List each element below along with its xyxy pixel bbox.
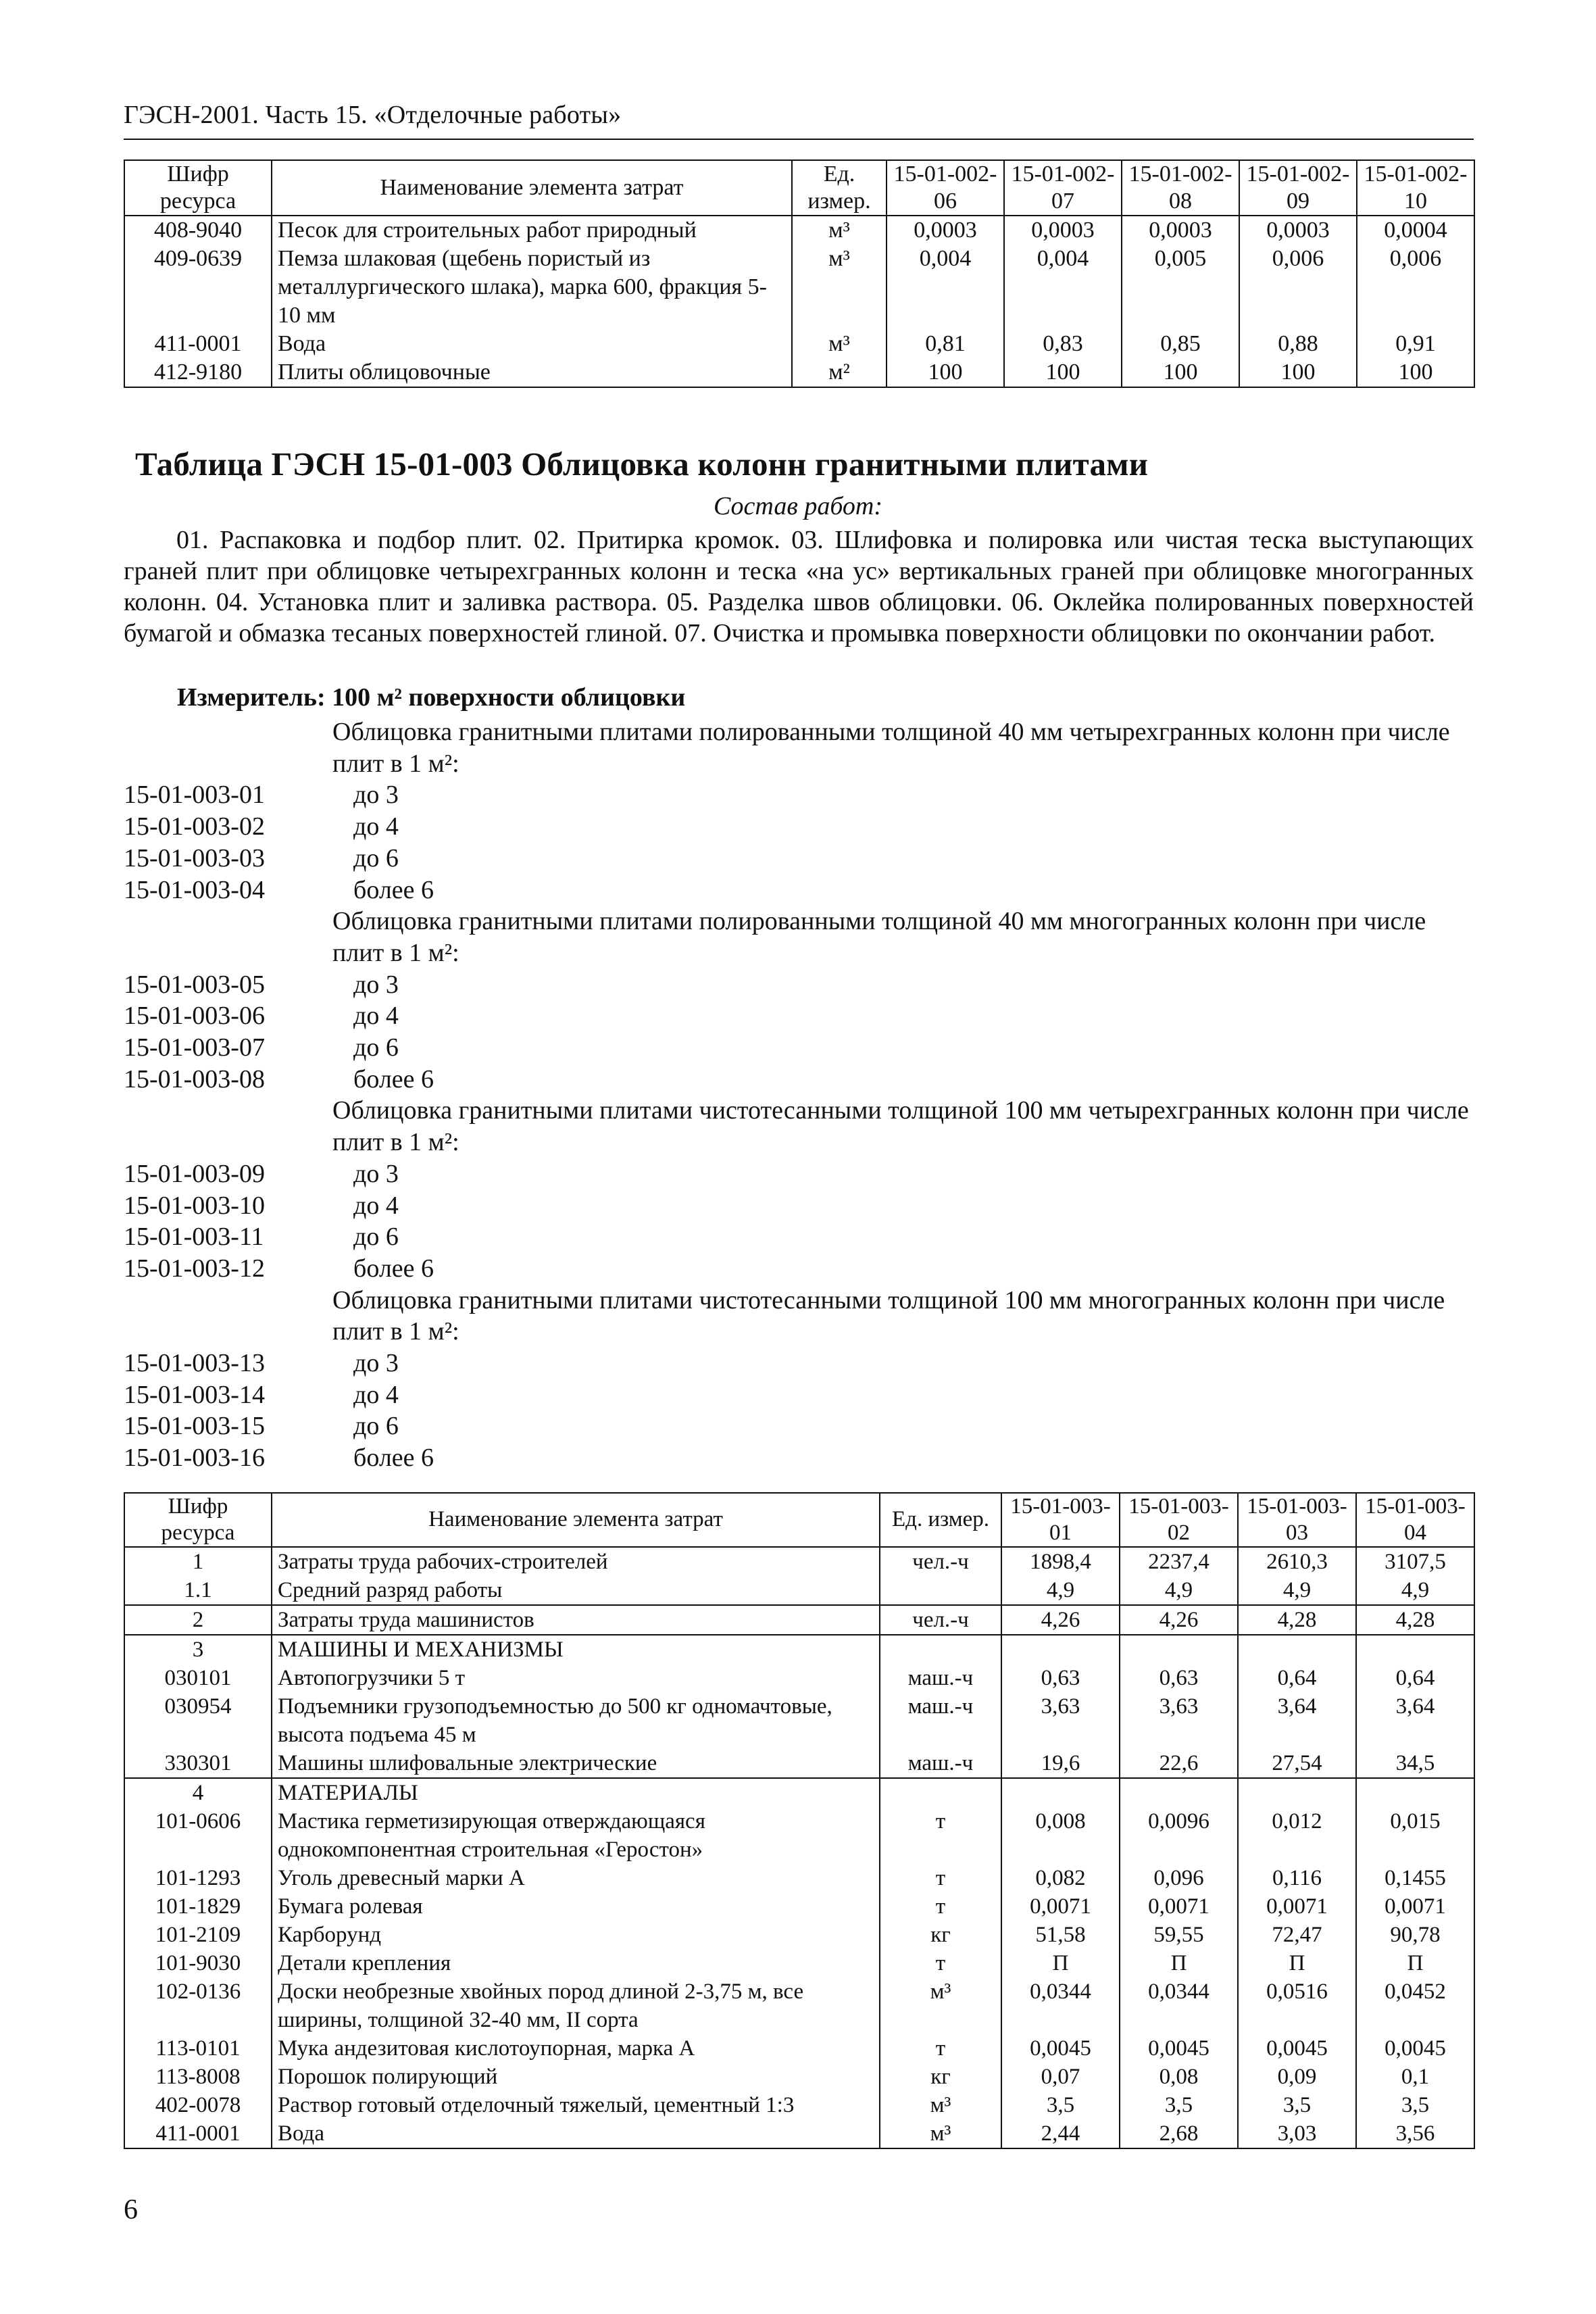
cell-name: Автопогрузчики 5 т <box>272 1664 880 1692</box>
cell-value: 0,0003 <box>887 216 1004 245</box>
cell-code: 113-0101 <box>124 2034 272 2063</box>
norm-value: до 3 <box>353 1349 399 1378</box>
cell-unit <box>880 1635 1001 1664</box>
header-code: Шифр ресурса <box>124 1493 272 1547</box>
cell-value: 3,5 <box>1238 2091 1356 2119</box>
cell-unit: т <box>880 1892 1001 1921</box>
table-header-row <box>124 1493 1474 1547</box>
table-row <box>124 1778 1474 1807</box>
header-rule <box>124 139 1474 140</box>
cell-value: П <box>1120 1949 1238 1977</box>
cell-code: 1.1 <box>124 1576 272 1605</box>
norm-row <box>124 1410 1474 1442</box>
cell-value: 0,008 <box>1001 1807 1120 1864</box>
cell-code: 102-0136 <box>124 1977 272 2034</box>
cell-value: 0,015 <box>1356 1807 1474 1864</box>
cell-name: Мастика герметизирующая отверждающаяся однокомпонентная строительная «Геростон» <box>272 1807 880 1864</box>
norm-code: 15-01-003-09 <box>124 1159 265 1188</box>
norm-groups <box>124 716 1474 1474</box>
cell-value: 3,64 <box>1356 1692 1474 1749</box>
cell-value: 27,54 <box>1238 1749 1356 1778</box>
norm-code: 15-01-003-16 <box>124 1444 265 1473</box>
cell-code: 1 <box>124 1547 272 1576</box>
cell-value: 0,004 <box>1004 245 1122 330</box>
cell-name: Раствор готовый отделочный тяжелый, цементный 1:3 <box>272 2091 880 2119</box>
cell-value: 0,1455 <box>1356 1864 1474 1892</box>
table-row <box>124 2063 1474 2091</box>
norm-code: 15-01-003-15 <box>124 1412 265 1441</box>
norm-value: до 3 <box>353 1159 399 1188</box>
norm-row <box>124 969 1474 1001</box>
cell-code: 101-9030 <box>124 1949 272 1977</box>
cell-value: 3107,5 <box>1356 1547 1474 1576</box>
cell-value: 51,58 <box>1001 1921 1120 1949</box>
cell-unit: маш.-ч <box>880 1692 1001 1749</box>
cell-value: 0,0045 <box>1001 2034 1120 2063</box>
cell-value: 72,47 <box>1238 1921 1356 1949</box>
cell-value: 0,64 <box>1238 1664 1356 1692</box>
cell-name: Порошок полирующий <box>272 2063 880 2091</box>
resource-table-15-01-002 <box>124 159 1475 388</box>
cell-value: 0,81 <box>887 330 1004 358</box>
norm-row <box>124 1064 1474 1096</box>
cell-name: Мука андезитовая кислотоупорная, марка А <box>272 2034 880 2063</box>
cell-unit: т <box>880 2034 1001 2063</box>
norm-value: до 3 <box>353 781 399 810</box>
cell-value: П <box>1356 1949 1474 1977</box>
cell-value <box>1001 1635 1120 1664</box>
norm-code: 15-01-003-07 <box>124 1033 265 1062</box>
cell-value: 2610,3 <box>1238 1547 1356 1576</box>
group-description: Облицовка гранитными плитами чистотесанными толщиной 100 мм четырехгранных колонн при числе плит в 1 м²: <box>332 1096 1469 1157</box>
norm-row <box>124 1253 1474 1285</box>
table-row <box>124 1892 1474 1921</box>
cell-value: 0,91 <box>1357 330 1474 358</box>
resource-table-15-01-003 <box>124 1492 1475 2149</box>
cell-value: 1898,4 <box>1001 1547 1120 1576</box>
group-description: Облицовка гранитными плитами чистотесанными толщиной 100 мм многогранных колонн при числе плит в 1 м²: <box>332 1285 1445 1346</box>
cell-code: 330301 <box>124 1749 272 1778</box>
cell-value: 2,44 <box>1001 2119 1120 2148</box>
cell-value: 4,9 <box>1356 1576 1474 1605</box>
norm-value: до 6 <box>353 1033 399 1062</box>
table-row <box>124 1749 1474 1778</box>
composition-label: Состав работ: <box>713 492 883 520</box>
norm-row <box>124 1348 1474 1379</box>
header-unit: Ед. измер. <box>792 160 887 216</box>
norm-value: более 6 <box>353 1444 434 1473</box>
norm-code: 15-01-003-11 <box>124 1223 264 1252</box>
measure-unit: Измеритель: 100 м² поверхности облицовки <box>177 683 686 712</box>
cell-value <box>1238 1778 1356 1807</box>
cell-value: 3,5 <box>1120 2091 1238 2119</box>
cell-value: 3,63 <box>1001 1692 1120 1749</box>
cell-unit <box>880 1576 1001 1605</box>
table-row <box>124 1635 1474 1664</box>
norm-code: 15-01-003-05 <box>124 970 265 999</box>
cell-name: Пемза шлаковая (щебень пористый из металлургического шлака), марка 600, фракция 5-10 мм <box>272 245 792 330</box>
norm-value: до 6 <box>353 843 399 872</box>
cell-value: 34,5 <box>1356 1749 1474 1778</box>
cell-code: 402-0078 <box>124 2091 272 2119</box>
cell-code: 2 <box>124 1605 272 1635</box>
cell-value: 0,0003 <box>1004 216 1122 245</box>
cell-code: 408-9040 <box>124 216 272 245</box>
norm-value: более 6 <box>353 875 434 904</box>
cell-value: 0,0045 <box>1238 2034 1356 2063</box>
table-row <box>124 1576 1474 1605</box>
norm-code: 15-01-003-04 <box>124 875 265 904</box>
cell-value: 3,56 <box>1356 2119 1474 2148</box>
table-row <box>124 2034 1474 2063</box>
norm-row <box>124 875 1474 906</box>
cell-value: 0,85 <box>1122 330 1239 358</box>
header-norm: 15-01-002-06 <box>887 160 1004 216</box>
norm-code: 15-01-003-14 <box>124 1380 265 1409</box>
page-number: 6 <box>124 2194 138 2225</box>
cell-name: Бумага ролевая <box>272 1892 880 1921</box>
norm-row <box>124 1190 1474 1222</box>
cell-value: 0,082 <box>1001 1864 1120 1892</box>
cell-value: 0,0516 <box>1238 1977 1356 2034</box>
group-description: Облицовка гранитными плитами полированными толщиной 40 мм многогранных колонн при числе плит в 1 м²: <box>332 907 1426 967</box>
cell-value: 19,6 <box>1001 1749 1120 1778</box>
norm-row <box>124 1442 1474 1474</box>
cell-value: 0,012 <box>1238 1807 1356 1864</box>
cell-name: Затраты труда машинистов <box>272 1605 880 1635</box>
cell-unit: чел.-ч <box>880 1547 1001 1576</box>
cell-name: МАТЕРИАЛЫ <box>272 1778 880 1807</box>
cell-unit: т <box>880 1949 1001 1977</box>
norm-code: 15-01-003-13 <box>124 1349 265 1378</box>
cell-value: 4,9 <box>1238 1576 1356 1605</box>
cell-value: 2237,4 <box>1120 1547 1238 1576</box>
cell-name: Вода <box>272 2119 880 2148</box>
cell-value: 0,0096 <box>1120 1807 1238 1864</box>
table-row <box>124 216 1474 245</box>
cell-value: 100 <box>1239 358 1357 387</box>
cell-value: 0,006 <box>1357 245 1474 330</box>
cell-unit: маш.-ч <box>880 1749 1001 1778</box>
table-row <box>124 1692 1474 1749</box>
cell-value: 0,0344 <box>1120 1977 1238 2034</box>
cell-name: Детали крепления <box>272 1949 880 1977</box>
cell-value: 0,096 <box>1120 1864 1238 1892</box>
cell-value: 4,28 <box>1356 1605 1474 1635</box>
cell-value: 100 <box>1357 358 1474 387</box>
cell-name: Доски необрезные хвойных пород длиной 2-3,75 м, все ширины, толщиной 32-40 мм, II сорта <box>272 1977 880 2034</box>
cell-value: 3,63 <box>1120 1692 1238 1749</box>
table-row <box>124 1605 1474 1635</box>
cell-unit: м³ <box>880 1977 1001 2034</box>
norm-code: 15-01-003-01 <box>124 781 265 810</box>
cell-value: 0,0452 <box>1356 1977 1474 2034</box>
cell-name: МАШИНЫ И МЕХАНИЗМЫ <box>272 1635 880 1664</box>
table-body <box>124 1547 1474 2148</box>
norm-value: до 6 <box>353 1412 399 1441</box>
cell-name: Плиты облицовочные <box>272 358 792 387</box>
header-norm: 15-01-003-03 <box>1238 1493 1356 1547</box>
cell-code: 409-0639 <box>124 245 272 330</box>
cell-unit: чел.-ч <box>880 1605 1001 1635</box>
header-norm: 15-01-003-01 <box>1001 1493 1120 1547</box>
cell-code: 4 <box>124 1778 272 1807</box>
cell-name: Вода <box>272 330 792 358</box>
cell-code: 412-9180 <box>124 358 272 387</box>
table-row <box>124 1949 1474 1977</box>
cell-value: 4,9 <box>1120 1576 1238 1605</box>
cell-code: 030101 <box>124 1664 272 1692</box>
norm-code: 15-01-003-12 <box>124 1254 265 1283</box>
cell-value: 0,005 <box>1122 245 1239 330</box>
cell-value: 0,004 <box>887 245 1004 330</box>
cell-value: П <box>1238 1949 1356 1977</box>
cell-value: 3,64 <box>1238 1692 1356 1749</box>
cell-value: 3,03 <box>1238 2119 1356 2148</box>
table-body <box>124 216 1474 387</box>
table-row <box>124 1547 1474 1576</box>
cell-value: 0,63 <box>1120 1664 1238 1692</box>
cell-value: П <box>1001 1949 1120 1977</box>
running-header: ГЭСН-2001. Часть 15. «Отделочные работы» <box>124 101 622 129</box>
norm-row <box>124 1221 1474 1253</box>
header-unit: Ед. измер. <box>880 1493 1001 1547</box>
norm-code: 15-01-003-08 <box>124 1064 265 1093</box>
header-name: Наименование элемента затрат <box>272 1493 880 1547</box>
norm-row <box>124 1032 1474 1064</box>
cell-unit: кг <box>880 2063 1001 2091</box>
cell-value: 100 <box>887 358 1004 387</box>
cell-value: 0,0003 <box>1239 216 1357 245</box>
cell-code: 030954 <box>124 1692 272 1749</box>
cell-value: 0,116 <box>1238 1864 1356 1892</box>
cell-name: Машины шлифовальные электрические <box>272 1749 880 1778</box>
cell-value: 4,26 <box>1120 1605 1238 1635</box>
cell-unit <box>880 1778 1001 1807</box>
cell-value <box>1238 1635 1356 1664</box>
cell-unit: м³ <box>792 330 887 358</box>
cell-code: 3 <box>124 1635 272 1664</box>
cell-unit: м³ <box>792 216 887 245</box>
cell-value: 100 <box>1004 358 1122 387</box>
cell-value: 2,68 <box>1120 2119 1238 2148</box>
header-norm: 15-01-002-09 <box>1239 160 1357 216</box>
cell-value <box>1120 1635 1238 1664</box>
cell-value: 4,9 <box>1001 1576 1120 1605</box>
table-row <box>124 2091 1474 2119</box>
table-row <box>124 1977 1474 2034</box>
norm-value: до 6 <box>353 1223 399 1252</box>
cell-code: 113-8008 <box>124 2063 272 2091</box>
cell-value: 0,83 <box>1004 330 1122 358</box>
norm-code: 15-01-003-06 <box>124 1002 265 1031</box>
cell-name: Карборунд <box>272 1921 880 1949</box>
header-code: Шифр ресурса <box>124 160 272 216</box>
cell-name: Песок для строительных работ природный <box>272 216 792 245</box>
cell-unit: м³ <box>792 245 887 330</box>
cell-code: 101-0606 <box>124 1807 272 1864</box>
composition-text: 01. Распаковка и подбор плит. 02. Притирка кромок. 03. Шлифовка и полировка или чистая теска выступающих граней плит при облицовке четырехгранных колонн и теска «на ус» вертикальных граней при облицовке многогранных колонн. 04. Установка плит и заливка раствора. 05. Разделка швов облицовки. 06. Оклейка полированных поверхностей бумагой и обмазка тесаных поверхностей глиной. 07. Очистка и промывка поверхности облицовки по окончании работ. <box>124 526 1474 647</box>
norm-value: до 4 <box>353 1380 399 1409</box>
cell-code: 101-1293 <box>124 1864 272 1892</box>
cell-value: 4,26 <box>1001 1605 1120 1635</box>
norm-value: до 4 <box>353 812 399 841</box>
cell-value: 90,78 <box>1356 1921 1474 1949</box>
norm-row <box>124 779 1474 811</box>
header-norm: 15-01-003-02 <box>1120 1493 1238 1547</box>
cell-value: 0,006 <box>1239 245 1357 330</box>
norm-value: до 4 <box>353 1191 399 1220</box>
cell-value: 59,55 <box>1120 1921 1238 1949</box>
group-description: Облицовка гранитными плитами полированными толщиной 40 мм четырехгранных колонн при числе плит в 1 м²: <box>332 718 1450 778</box>
table-row <box>124 358 1474 387</box>
cell-value: 0,0045 <box>1120 2034 1238 2063</box>
header-norm: 15-01-002-10 <box>1357 160 1474 216</box>
cell-value: 0,09 <box>1238 2063 1356 2091</box>
norm-row <box>124 1000 1474 1032</box>
table-row <box>124 245 1474 330</box>
table-row <box>124 1921 1474 1949</box>
table-row <box>124 330 1474 358</box>
cell-value <box>1356 1778 1474 1807</box>
cell-value: 0,0071 <box>1356 1892 1474 1921</box>
table-title: Таблица ГЭСН 15-01-003 Облицовка колонн гранитными плитами <box>135 445 1149 483</box>
cell-unit: м³ <box>880 2119 1001 2148</box>
header-norm: 15-01-003-04 <box>1356 1493 1474 1547</box>
cell-value: 0,0071 <box>1238 1892 1356 1921</box>
table-row <box>124 1864 1474 1892</box>
cell-value: 0,64 <box>1356 1664 1474 1692</box>
cell-value: 0,88 <box>1239 330 1357 358</box>
cell-name: Затраты труда рабочих-строителей <box>272 1547 880 1576</box>
cell-unit: м² <box>792 358 887 387</box>
cell-code: 101-2109 <box>124 1921 272 1949</box>
cell-value: 0,0045 <box>1356 2034 1474 2063</box>
norm-row <box>124 843 1474 875</box>
cell-code: 101-1829 <box>124 1892 272 1921</box>
table-row <box>124 2119 1474 2148</box>
cell-name: Средний разряд работы <box>272 1576 880 1605</box>
cell-value: 0,0071 <box>1001 1892 1120 1921</box>
header-norm: 15-01-002-07 <box>1004 160 1122 216</box>
cell-value: 22,6 <box>1120 1749 1238 1778</box>
cell-unit: т <box>880 1807 1001 1864</box>
cell-name: Подъемники грузоподъемностью до 500 кг одномачтовые, высота подъема 45 м <box>272 1692 880 1749</box>
norm-code: 15-01-003-03 <box>124 843 265 872</box>
cell-value: 3,5 <box>1356 2091 1474 2119</box>
norm-code: 15-01-003-02 <box>124 812 265 841</box>
header-norm: 15-01-002-08 <box>1122 160 1239 216</box>
norm-code: 15-01-003-10 <box>124 1191 265 1220</box>
cell-value: 3,5 <box>1001 2091 1120 2119</box>
cell-name: Уголь древесный марки А <box>272 1864 880 1892</box>
norm-value: до 3 <box>353 970 399 999</box>
cell-value: 0,0071 <box>1120 1892 1238 1921</box>
cell-value: 100 <box>1122 358 1239 387</box>
cell-value: 0,07 <box>1001 2063 1120 2091</box>
norm-row <box>124 811 1474 843</box>
table-row <box>124 1664 1474 1692</box>
cell-value: 0,1 <box>1356 2063 1474 2091</box>
cell-value <box>1001 1778 1120 1807</box>
norm-row <box>124 1158 1474 1190</box>
cell-unit: маш.-ч <box>880 1664 1001 1692</box>
table-row <box>124 1807 1474 1864</box>
cell-value: 0,0003 <box>1122 216 1239 245</box>
cell-value: 4,28 <box>1238 1605 1356 1635</box>
cell-value: 0,0344 <box>1001 1977 1120 2034</box>
norm-value: более 6 <box>353 1064 434 1093</box>
cell-value <box>1120 1778 1238 1807</box>
cell-value: 0,63 <box>1001 1664 1120 1692</box>
cell-value <box>1356 1635 1474 1664</box>
table-header-row <box>124 160 1474 216</box>
cell-code: 411-0001 <box>124 330 272 358</box>
cell-unit: кг <box>880 1921 1001 1949</box>
cell-value: 0,08 <box>1120 2063 1238 2091</box>
header-name: Наименование элемента затрат <box>272 160 792 216</box>
cell-unit: м³ <box>880 2091 1001 2119</box>
norm-value: более 6 <box>353 1254 434 1283</box>
cell-value: 0,0004 <box>1357 216 1474 245</box>
cell-unit: т <box>880 1864 1001 1892</box>
norm-row <box>124 1379 1474 1411</box>
norm-value: до 4 <box>353 1002 399 1031</box>
cell-code: 411-0001 <box>124 2119 272 2148</box>
